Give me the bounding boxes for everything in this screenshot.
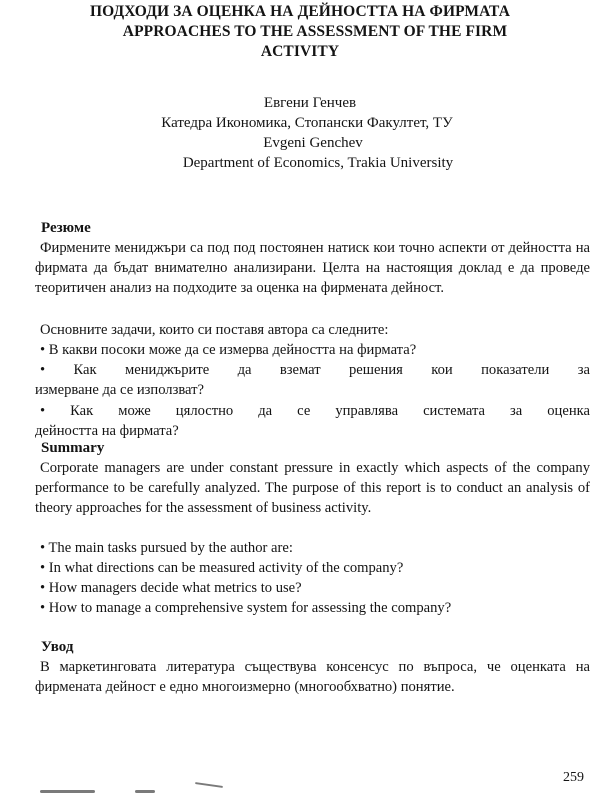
resume-heading: Резюме <box>41 220 91 236</box>
scan-artifact-2 <box>135 790 155 793</box>
summary-bullet-3: • How managers decide what metrics to use? <box>40 580 302 596</box>
resume-p2: Основните задачи, които си поставя автора са следните: <box>40 322 389 338</box>
resume-bullet-3-line2: дейността на фирмата? <box>35 423 179 439</box>
title-en-line1: APPROACHES TO THE ASSESSMENT OF THE FIRM <box>122 23 508 40</box>
summary-bullet-1: • The main tasks pursued by the author are: <box>40 540 293 556</box>
resume-bullet-1: • В какви посоки може да се измерва дейността на фирмата? <box>40 342 417 358</box>
resume-bullet-3-line1: • Как може цялостно да се управлява системата за оценка <box>40 403 590 419</box>
author-name-bg: Евгени Генчев <box>263 95 357 111</box>
author-affiliation-bg: Катедра Икономика, Стопански Факултет, ТУ <box>161 115 453 131</box>
intro-paragraph <box>35 657 590 697</box>
paper-title <box>0 2 600 62</box>
summary-p1: Corporate managers are under constant pressure in exactly which aspects of the company performance to be carefully analyzed. The purpose of this report is to conduct an analysis of theory approaches for the assessment of business activity. <box>35 460 590 517</box>
resume-bullet-2-line1: • Как мениджърите да вземат решения кои показатели за <box>40 362 590 378</box>
summary-heading: Summary <box>41 440 105 456</box>
scan-artifact-3 <box>195 782 223 788</box>
intro-p1: В маркетинговата литература съществува консенсус по въпроса, че оценката на фирмената дейност е едно многоизмерно (многообхватно) понятие. <box>35 659 590 696</box>
title-en-line2: ACTIVITY <box>260 43 340 60</box>
author-affiliation-en: Department of Economics, Trakia University <box>182 155 454 171</box>
summary-bullet-2: • In what directions can be measured activity of the company? <box>40 560 404 576</box>
scan-artifact-1 <box>40 790 95 793</box>
resume-p1: Фирмените мениджъри са под под постоянен натиск кои точно аспекти от дейността на фирмата да бъдат внимателно анализирани. Целта на настоящия доклад е да проведе теоритичен анализ на подходите за оценка на фирмената дейност. <box>35 240 590 297</box>
summary-bullet-4: • How to manage a comprehensive system for assessing the company? <box>40 600 452 616</box>
author-block <box>0 93 600 173</box>
title-bg: ПОДХОДИ ЗА ОЦЕНКА НА ДЕЙНОСТТА НА ФИРМАТА <box>90 3 510 20</box>
intro-heading: Увод <box>41 639 74 655</box>
author-name-en: Evgeni Genchev <box>263 135 363 151</box>
summary-paragraph <box>35 458 590 519</box>
resume-paragraph <box>35 238 590 299</box>
page-number: 259 <box>563 770 584 785</box>
resume-bullet-2-line2: измерване да се използват? <box>35 382 205 398</box>
